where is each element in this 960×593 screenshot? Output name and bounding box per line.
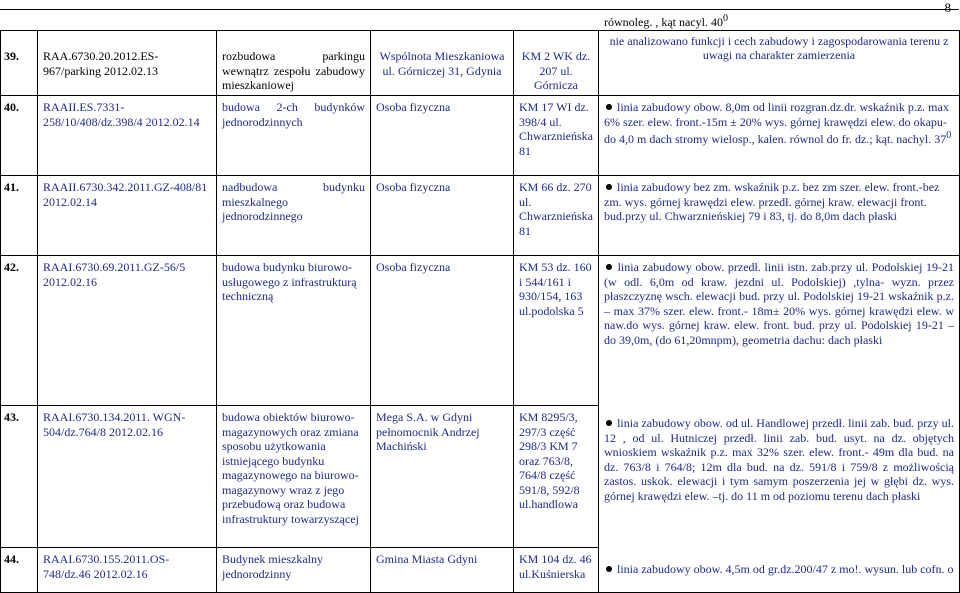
degree-sup: 0 bbox=[722, 13, 728, 24]
notes-text: linia zabudowy obow. przedł. linii istn. zab.przy ul. Podolskiej 19-21 (w odl. 6,0m od kraw. jezdni ul. Podolskiej) ,tylna- wyzn. przez płaszczyznę wsch. elewacji bud. przy ul. Podolskiej 19-21 wskaźnik p.z. – max 37% szer. elew. front.- 18m± 20% wys. górnej krawędzi elew. w naw.do wys. górnej kraw. elew. front. bud. przy ul. Podolskiej 19-21 – do 39,0m, (do 61,20mnpm), geometria dachu: dach płaski bbox=[604, 260, 955, 347]
parcel-cell: KM 17 WI dz. 398/4 ul. Chwarznieńska 81 bbox=[514, 96, 599, 176]
page-number: 8 bbox=[944, 0, 951, 15]
table-row bbox=[1, 96, 960, 176]
sign-cell: RAAI.6730.69.2011.GZ-56/5 2012.02.16 bbox=[38, 256, 217, 406]
subject-cell: nadbudowa budynku mieszkalnego jednorodzinnego bbox=[217, 176, 371, 256]
row-number: 40. bbox=[1, 96, 38, 176]
notes-cell bbox=[599, 256, 960, 593]
row-number: 41. bbox=[1, 176, 38, 256]
parcel-cell: KM 53 dz. 160 i 544/161 i 930/154, 163 ul.podolska 5 bbox=[514, 256, 599, 406]
notes-cell bbox=[599, 176, 960, 256]
subject-cell: Budynek mieszkalny jednorodzinny bbox=[217, 548, 371, 593]
table-row bbox=[1, 31, 960, 96]
header-rule bbox=[0, 9, 959, 10]
investor-cell: Mega S.A. w Gdyni pełnomocnik Andrzej Machiński bbox=[371, 406, 514, 548]
subject-cell: budowa budynku biurowo-usługowego z infrastrukturą techniczną bbox=[217, 256, 371, 406]
parcel-cell: KM 66 dz. 270 ul. Chwarznieńska 81 bbox=[514, 176, 599, 256]
parcel-cell: KM 8295/3, 297/3 część 298/3 KM 7 oraz 763/8, 764/8 część 591/8, 592/8 ul.handlowa bbox=[514, 406, 599, 548]
investor-cell: Osoba fizyczna bbox=[371, 96, 514, 176]
subject-cell: budowa obiektów biurowo-magazynowych oraz zmiana sposobu użytkowania istniejącego budynku magazynowego na biurowo-magazynowy wraz z jego przebudową oraz budowa infrastruktury towarzyszącej bbox=[217, 406, 371, 548]
table-row bbox=[1, 256, 960, 406]
decisions-table bbox=[0, 13, 960, 593]
bullet-icon bbox=[606, 184, 612, 190]
investor-cell: Gmina Miasta Gdyni bbox=[371, 548, 514, 593]
sign-cell: RAAII.6730.342.2011.GZ-408/81 2012.02.14 bbox=[38, 176, 217, 256]
parcel-cell: KM 2 WK dz. 207 ul. Górnicza bbox=[514, 31, 599, 96]
notes-carryover-text: równoleg. , kąt nacyl. 40 bbox=[604, 15, 723, 29]
notes-carryover bbox=[604, 12, 954, 30]
notes-text: nie analizowano funkcji i cech zabudowy i zagospodarowania terenu z uwagi na charakter zamierzenia bbox=[609, 33, 949, 62]
row-number: 42. bbox=[1, 256, 38, 406]
table-row bbox=[1, 176, 960, 256]
sign-cell: RAAII.ES.7331-258/10/408/dz.398/4 2012.02.14 bbox=[38, 96, 217, 176]
investor-cell: Osoba fizyczna bbox=[371, 256, 514, 406]
notes-text: linia zabudowy bez zm. wskaźnik p.z. bez zm szer. elew. front.-bez zm. wys. górnej krawędzi elew. przedł. górnej kraw. elewacji front. bud.przy ul. Chwarznieńskiej 79 i 83, tj. do 8,0m dach płaski bbox=[604, 180, 940, 223]
bullet-icon bbox=[606, 264, 612, 270]
subject-cell: budowa 2-ch budynków jednorodzinnych bbox=[217, 96, 371, 176]
subject-cell: rozbudowa parkingu wewnątrz zespołu zabudowy mieszkaniowej bbox=[217, 31, 371, 96]
notes-text: linia zabudowy obow. od ul. Handlowej przedł. linii zab. bud. przy ul. 12 , od ul. Hutniczej przedł. linii zab. bud. usyt. na dz. objętych wnioskiem wskaźnik p.z. max 32% szer. elew. front.- 49m dla bud. na dz. 763/8 i 764/8; 12m dla bud. na dz. 591/8 i 759/8 z możliwością zastos. uskok. elewacji i tym samym poszerzenia jej w głębi dz. wys. górnej krawędzi elew. –tj. do 11 m od poziomu terenu dach płaski bbox=[604, 416, 954, 503]
bullet-icon bbox=[606, 420, 612, 426]
notes-cell: linia zabudowy obow. 8,0m od linii rozgran.dz.dr. wskaźnik p.z. max 6% szer. elew. front.-15m ± 20% wys. górnej krawędzi elew. do okapu- do 4,0 m dach stromy wielosp., kalen. równol do fr. dz.; kąt. nachyl. $37^0$ bbox=[599, 96, 960, 176]
parcel-cell: KM 104 dz. 46 ul.Kuśnierska bbox=[514, 548, 599, 593]
row-number: 43. bbox=[1, 406, 38, 548]
sign-cell: RAAI.6730.155.2011.OS-748/dz.46 2012.02.16 bbox=[38, 548, 217, 593]
row-number: 44. bbox=[1, 548, 38, 593]
sign-cell: RAAI.6730.134.2011. WGN-504/dz.764/8 2012.02.16 bbox=[38, 406, 217, 548]
notes-text: linia zabudowy obow. 8,0m od linii rozgran.dz.dr. wskaźnik p.z. max 6% szer. elew. front.-15m ± 20% wys. górnej krawędzi elew. do okapu- do 4,0 m dach stromy wielosp., kalen. równol do fr. dz.; kąt. nachyl. 37 bbox=[604, 100, 949, 146]
sign-cell: RAA.6730.20.2012.ES-967/parking 2012.02.13 bbox=[38, 31, 217, 96]
investor-cell: Osoba fizyczna bbox=[371, 176, 514, 256]
investor-cell: Wspólnota Mieszkaniowa ul. Górniczej 31, Gdynia bbox=[371, 31, 514, 96]
notes-text: linia zabudowy obow. 4,5m od gr.dz.200/47 z mo!. wysun. lub cofn. o bbox=[617, 562, 954, 576]
row-number: 39. bbox=[1, 31, 38, 96]
notes-cell bbox=[599, 13, 960, 96]
bullet-icon bbox=[606, 566, 612, 572]
bullet-icon bbox=[606, 104, 612, 110]
